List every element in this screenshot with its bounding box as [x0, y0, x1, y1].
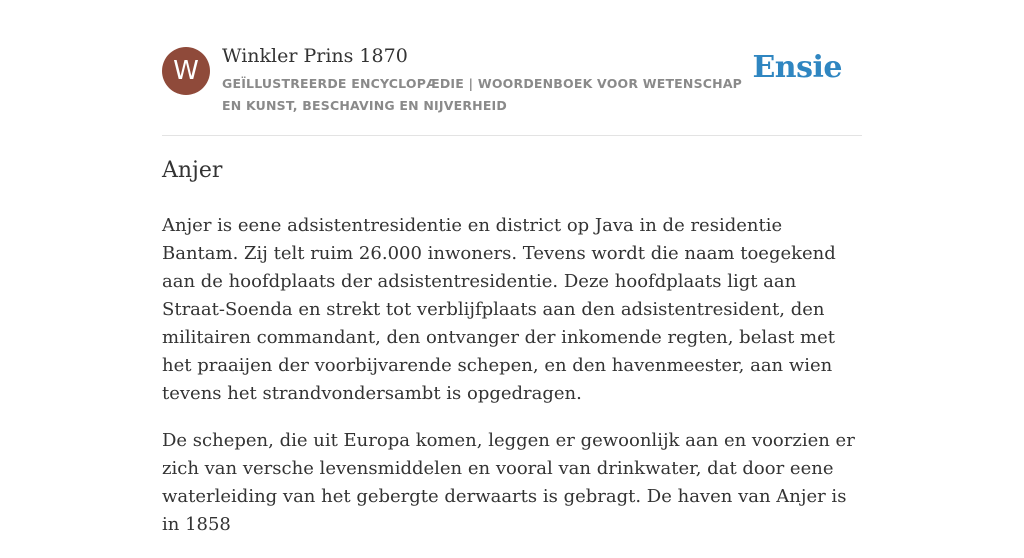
article-paragraph: De schepen, die uit Europa komen, leggen er gewoonlijk aan en voorzien er zich van versche levensmiddelen en vooral van drinkwater, dat door eene waterleiding van het gebergte derwaarts is gebragt. De haven van Anjer is in 1858 — [162, 430, 855, 535]
avatar[interactable]: W — [162, 47, 210, 95]
source-title[interactable]: Winkler Prins 1870 — [222, 45, 408, 67]
article-title: Anjer — [162, 158, 223, 183]
brand-logo[interactable]: Ensie — [752, 50, 842, 85]
header-divider — [162, 135, 862, 136]
article-body — [162, 212, 862, 558]
source-subtitle: GEÏLLUSTREERDE ENCYCLOPÆDIE | WOORDENBOEK VOOR WETENSCHAP EN KUNST, BESCHAVING EN NIJVERHEID — [222, 76, 743, 113]
article-paragraph: Anjer is eene adsistentresidentie en district op Java in de residentie Bantam. Zij telt ruim 26.000 inwoners. Tevens wordt die naam toegekend aan de hoofdplaats der adsistentresidentie. Deze hoofdplaats ligt aan Straat-Soenda en strekt tot verblijfplaats aan den adsistentresident, den militairen commandant, den ontvanger der inkomende regten, belast met het praaijen der voorbijvarende schepen, en den havenmeester, aan wien tevens het strandvondersambt is opgedragen. — [162, 215, 836, 404]
source-header — [162, 44, 862, 136]
